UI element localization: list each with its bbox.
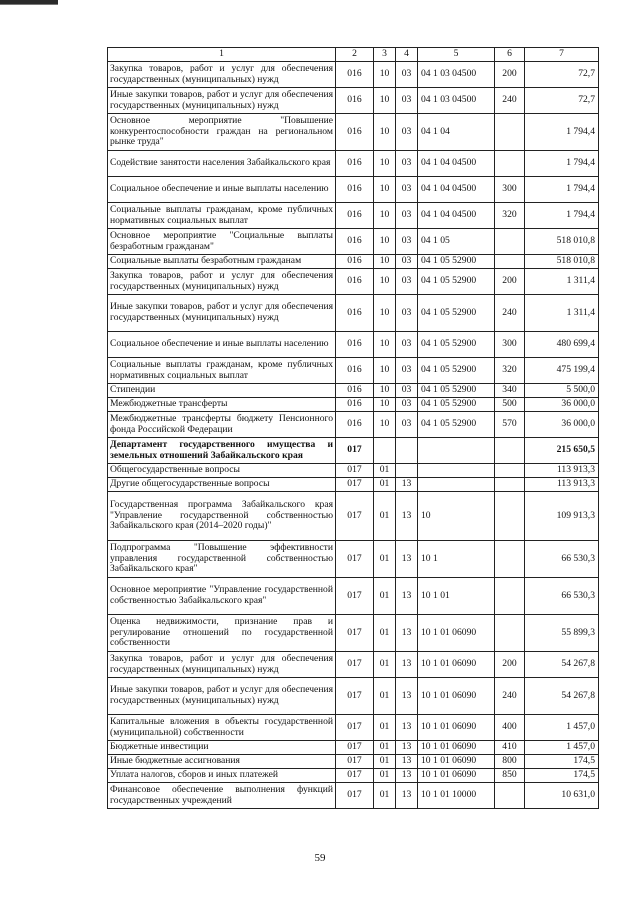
subsection-code-cell: 03 bbox=[396, 255, 418, 269]
table-row bbox=[108, 755, 599, 769]
subsection-code-cell: 13 bbox=[396, 769, 418, 783]
admin-code-cell: 017 bbox=[336, 769, 374, 783]
expense-type-cell bbox=[495, 464, 525, 478]
subsection-code-cell: 13 bbox=[396, 715, 418, 741]
table-row bbox=[108, 783, 599, 809]
amount-cell: 113 913,3 bbox=[525, 478, 599, 492]
header-cell-2: 2 bbox=[336, 48, 374, 62]
subsection-code-cell: 03 bbox=[396, 412, 418, 438]
table-row bbox=[108, 464, 599, 478]
row-name-cell: Иные закупки товаров, работ и услуг для обеспечения государственных (муниципальных) нужд bbox=[108, 88, 336, 114]
amount-cell: 1 794,4 bbox=[525, 114, 599, 151]
admin-code-cell: 017 bbox=[336, 741, 374, 755]
table-row bbox=[108, 715, 599, 741]
section-code-cell: 01 bbox=[374, 769, 396, 783]
table-row bbox=[108, 741, 599, 755]
admin-code-cell: 016 bbox=[336, 269, 374, 295]
expense-type-cell: 240 bbox=[495, 678, 525, 715]
section-code-cell: 01 bbox=[374, 678, 396, 715]
table-row bbox=[108, 578, 599, 615]
admin-code-cell: 016 bbox=[336, 151, 374, 177]
expense-type-cell bbox=[495, 438, 525, 464]
section-code-cell: 10 bbox=[374, 151, 396, 177]
subsection-code-cell: 03 bbox=[396, 398, 418, 412]
target-article-cell: 10 1 01 06090 bbox=[418, 741, 495, 755]
subsection-code-cell: 03 bbox=[396, 177, 418, 203]
table-row bbox=[108, 62, 599, 88]
row-name-cell: Финансовое обеспечение выполнения функций государственных учреждений bbox=[108, 783, 336, 809]
row-name-cell: Иные закупки товаров, работ и услуг для обеспечения государственных (муниципальных) нужд bbox=[108, 678, 336, 715]
subsection-code-cell: 03 bbox=[396, 151, 418, 177]
amount-cell: 518 010,8 bbox=[525, 229, 599, 255]
expense-type-cell: 570 bbox=[495, 412, 525, 438]
row-name-cell: Государственная программа Забайкальского края "Управление государственной собственностью Забайкальского края (2014–2020 годы)" bbox=[108, 492, 336, 541]
target-article-cell bbox=[418, 478, 495, 492]
expense-type-cell: 200 bbox=[495, 269, 525, 295]
table-row bbox=[108, 478, 599, 492]
table-row bbox=[108, 151, 599, 177]
subsection-code-cell: 03 bbox=[396, 295, 418, 332]
expense-type-cell: 300 bbox=[495, 177, 525, 203]
expense-type-cell bbox=[495, 255, 525, 269]
target-article-cell: 10 1 bbox=[418, 541, 495, 578]
table-row bbox=[108, 295, 599, 332]
target-article-cell: 04 1 05 52900 bbox=[418, 398, 495, 412]
section-code-cell: 10 bbox=[374, 229, 396, 255]
amount-cell: 480 699,4 bbox=[525, 332, 599, 358]
table-row bbox=[108, 332, 599, 358]
section-code-cell: 10 bbox=[374, 398, 396, 412]
row-name-cell: Закупка товаров, работ и услуг для обеспечения государственных (муниципальных) нужд bbox=[108, 62, 336, 88]
section-code-cell: 10 bbox=[374, 295, 396, 332]
expense-type-cell bbox=[495, 478, 525, 492]
target-article-cell: 04 1 05 52900 bbox=[418, 269, 495, 295]
amount-cell: 475 199,4 bbox=[525, 358, 599, 384]
subsection-code-cell: 13 bbox=[396, 652, 418, 678]
target-article-cell: 04 1 05 52900 bbox=[418, 332, 495, 358]
subsection-code-cell: 13 bbox=[396, 492, 418, 541]
target-article-cell bbox=[418, 464, 495, 478]
header-cell-5: 5 bbox=[418, 48, 495, 62]
table-row bbox=[108, 255, 599, 269]
expense-type-cell bbox=[495, 578, 525, 615]
table-row bbox=[108, 652, 599, 678]
section-code-cell: 01 bbox=[374, 652, 396, 678]
row-name-cell: Департамент государственного имущества и земельных отношений Забайкальского края bbox=[108, 438, 336, 464]
target-article-cell bbox=[418, 438, 495, 464]
table-row bbox=[108, 541, 599, 578]
subsection-code-cell: 13 bbox=[396, 478, 418, 492]
section-code-cell: 01 bbox=[374, 541, 396, 578]
admin-code-cell: 017 bbox=[336, 615, 374, 652]
admin-code-cell: 017 bbox=[336, 438, 374, 464]
section-code-cell: 10 bbox=[374, 177, 396, 203]
expense-type-cell: 850 bbox=[495, 769, 525, 783]
admin-code-cell: 017 bbox=[336, 492, 374, 541]
admin-code-cell: 017 bbox=[336, 478, 374, 492]
amount-cell: 518 010,8 bbox=[525, 255, 599, 269]
row-name-cell: Стипендии bbox=[108, 384, 336, 398]
admin-code-cell: 017 bbox=[336, 578, 374, 615]
section-code-cell: 10 bbox=[374, 88, 396, 114]
subsection-code-cell: 03 bbox=[396, 229, 418, 255]
admin-code-cell: 016 bbox=[336, 332, 374, 358]
page-number: 59 bbox=[314, 852, 326, 864]
expense-type-cell: 320 bbox=[495, 203, 525, 229]
target-article-cell: 10 bbox=[418, 492, 495, 541]
expense-type-cell: 240 bbox=[495, 295, 525, 332]
scan-edge-shadow bbox=[0, 4, 58, 5]
table-row bbox=[108, 492, 599, 541]
row-name-cell: Бюджетные инвестиции bbox=[108, 741, 336, 755]
table-row bbox=[108, 615, 599, 652]
section-code-cell: 10 bbox=[374, 412, 396, 438]
section-code-cell: 10 bbox=[374, 62, 396, 88]
amount-cell: 113 913,3 bbox=[525, 464, 599, 478]
target-article-cell: 04 1 05 52900 bbox=[418, 295, 495, 332]
admin-code-cell: 016 bbox=[336, 203, 374, 229]
subsection-code-cell: 13 bbox=[396, 741, 418, 755]
table-row bbox=[108, 203, 599, 229]
amount-cell: 54 267,8 bbox=[525, 652, 599, 678]
admin-code-cell: 017 bbox=[336, 755, 374, 769]
row-name-cell: Социальные выплаты гражданам, кроме публичных нормативных социальных выплат bbox=[108, 203, 336, 229]
row-name-cell: Уплата налогов, сборов и иных платежей bbox=[108, 769, 336, 783]
expense-type-cell: 500 bbox=[495, 398, 525, 412]
expense-type-cell: 200 bbox=[495, 62, 525, 88]
expense-type-cell bbox=[495, 615, 525, 652]
amount-cell: 66 530,3 bbox=[525, 578, 599, 615]
table-row bbox=[108, 398, 599, 412]
admin-code-cell: 017 bbox=[336, 464, 374, 478]
admin-code-cell: 016 bbox=[336, 412, 374, 438]
amount-cell: 1 794,4 bbox=[525, 177, 599, 203]
target-article-cell: 10 1 01 06090 bbox=[418, 755, 495, 769]
subsection-code-cell bbox=[396, 438, 418, 464]
row-name-cell: Межбюджетные трансферты bbox=[108, 398, 336, 412]
admin-code-cell: 017 bbox=[336, 652, 374, 678]
row-name-cell: Социальные выплаты безработным гражданам bbox=[108, 255, 336, 269]
amount-cell: 215 650,5 bbox=[525, 438, 599, 464]
section-code-cell: 10 bbox=[374, 114, 396, 151]
header-cell-4: 4 bbox=[396, 48, 418, 62]
amount-cell: 1 311,4 bbox=[525, 269, 599, 295]
expense-type-cell bbox=[495, 229, 525, 255]
subsection-code-cell: 03 bbox=[396, 203, 418, 229]
table-row bbox=[108, 358, 599, 384]
row-name-cell: Межбюджетные трансферты бюджету Пенсионного фонда Российской Федерации bbox=[108, 412, 336, 438]
header-cell-6: 6 bbox=[495, 48, 525, 62]
target-article-cell: 04 1 05 bbox=[418, 229, 495, 255]
admin-code-cell: 016 bbox=[336, 114, 374, 151]
expense-type-cell bbox=[495, 114, 525, 151]
section-code-cell: 10 bbox=[374, 255, 396, 269]
amount-cell: 36 000,0 bbox=[525, 398, 599, 412]
row-name-cell: Общегосударственные вопросы bbox=[108, 464, 336, 478]
target-article-cell: 04 1 04 04500 bbox=[418, 177, 495, 203]
amount-cell: 1 794,4 bbox=[525, 203, 599, 229]
expense-type-cell bbox=[495, 492, 525, 541]
target-article-cell: 04 1 05 52900 bbox=[418, 255, 495, 269]
expense-type-cell: 320 bbox=[495, 358, 525, 384]
target-article-cell: 04 1 04 04500 bbox=[418, 151, 495, 177]
admin-code-cell: 017 bbox=[336, 541, 374, 578]
table-row bbox=[108, 678, 599, 715]
header-cell-3: 3 bbox=[374, 48, 396, 62]
expense-type-cell bbox=[495, 151, 525, 177]
admin-code-cell: 016 bbox=[336, 229, 374, 255]
subsection-code-cell: 13 bbox=[396, 678, 418, 715]
section-code-cell: 10 bbox=[374, 203, 396, 229]
subsection-code-cell: 03 bbox=[396, 62, 418, 88]
target-article-cell: 04 1 04 bbox=[418, 114, 495, 151]
table-body bbox=[108, 48, 599, 809]
budget-table bbox=[107, 47, 599, 809]
header-cell-7: 7 bbox=[525, 48, 599, 62]
table-row bbox=[108, 438, 599, 464]
row-name-cell: Закупка товаров, работ и услуг для обеспечения государственных (муниципальных) нужд bbox=[108, 269, 336, 295]
table-row bbox=[108, 88, 599, 114]
expense-type-cell: 340 bbox=[495, 384, 525, 398]
admin-code-cell: 016 bbox=[336, 88, 374, 114]
target-article-cell: 10 1 01 06090 bbox=[418, 652, 495, 678]
target-article-cell: 10 1 01 06090 bbox=[418, 615, 495, 652]
subsection-code-cell: 13 bbox=[396, 615, 418, 652]
section-code-cell: 01 bbox=[374, 755, 396, 769]
expense-type-cell: 300 bbox=[495, 332, 525, 358]
row-name-cell: Основное мероприятие "Повышение конкурентоспособности граждан на региональном рынке труда" bbox=[108, 114, 336, 151]
table-row bbox=[108, 269, 599, 295]
subsection-code-cell: 13 bbox=[396, 578, 418, 615]
admin-code-cell: 016 bbox=[336, 358, 374, 384]
amount-cell: 1 311,4 bbox=[525, 295, 599, 332]
section-code-cell: 10 bbox=[374, 332, 396, 358]
admin-code-cell: 016 bbox=[336, 295, 374, 332]
amount-cell: 1 457,0 bbox=[525, 715, 599, 741]
section-code-cell: 01 bbox=[374, 741, 396, 755]
subsection-code-cell: 03 bbox=[396, 332, 418, 358]
section-code-cell bbox=[374, 438, 396, 464]
subsection-code-cell bbox=[396, 464, 418, 478]
section-code-cell: 01 bbox=[374, 478, 396, 492]
amount-cell: 109 913,3 bbox=[525, 492, 599, 541]
expense-type-cell: 800 bbox=[495, 755, 525, 769]
expense-type-cell: 240 bbox=[495, 88, 525, 114]
expense-type-cell bbox=[495, 541, 525, 578]
header-row bbox=[108, 48, 599, 62]
row-name-cell: Другие общегосударственные вопросы bbox=[108, 478, 336, 492]
target-article-cell: 04 1 03 04500 bbox=[418, 62, 495, 88]
section-code-cell: 10 bbox=[374, 269, 396, 295]
row-name-cell: Иные закупки товаров, работ и услуг для обеспечения государственных (муниципальных) нужд bbox=[108, 295, 336, 332]
admin-code-cell: 016 bbox=[336, 384, 374, 398]
admin-code-cell: 016 bbox=[336, 62, 374, 88]
subsection-code-cell: 03 bbox=[396, 88, 418, 114]
admin-code-cell: 017 bbox=[336, 715, 374, 741]
admin-code-cell: 017 bbox=[336, 678, 374, 715]
target-article-cell: 04 1 05 52900 bbox=[418, 358, 495, 384]
row-name-cell: Закупка товаров, работ и услуг для обеспечения государственных (муниципальных) нужд bbox=[108, 652, 336, 678]
target-article-cell: 10 1 01 06090 bbox=[418, 769, 495, 783]
amount-cell: 55 899,3 bbox=[525, 615, 599, 652]
target-article-cell: 04 1 04 04500 bbox=[418, 203, 495, 229]
section-code-cell: 01 bbox=[374, 578, 396, 615]
section-code-cell: 01 bbox=[374, 492, 396, 541]
target-article-cell: 04 1 05 52900 bbox=[418, 384, 495, 398]
target-article-cell: 10 1 01 06090 bbox=[418, 678, 495, 715]
expense-type-cell: 410 bbox=[495, 741, 525, 755]
section-code-cell: 10 bbox=[374, 384, 396, 398]
expense-type-cell: 400 bbox=[495, 715, 525, 741]
amount-cell: 72,7 bbox=[525, 62, 599, 88]
section-code-cell: 01 bbox=[374, 615, 396, 652]
target-article-cell: 10 1 01 06090 bbox=[418, 715, 495, 741]
expense-type-cell: 200 bbox=[495, 652, 525, 678]
row-name-cell: Социальные выплаты гражданам, кроме публичных нормативных социальных выплат bbox=[108, 358, 336, 384]
row-name-cell: Подпрограмма "Повышение эффективности управления государственной собственностью Забайкальского края" bbox=[108, 541, 336, 578]
table-row bbox=[108, 114, 599, 151]
row-name-cell: Оценка недвижимости, признание прав и регулирование отношений по государственной собственности bbox=[108, 615, 336, 652]
table-row bbox=[108, 412, 599, 438]
amount-cell: 54 267,8 bbox=[525, 678, 599, 715]
subsection-code-cell: 03 bbox=[396, 269, 418, 295]
admin-code-cell: 016 bbox=[336, 398, 374, 412]
subsection-code-cell: 13 bbox=[396, 783, 418, 809]
section-code-cell: 01 bbox=[374, 783, 396, 809]
table-row bbox=[108, 769, 599, 783]
target-article-cell: 10 1 01 bbox=[418, 578, 495, 615]
subsection-code-cell: 13 bbox=[396, 541, 418, 578]
amount-cell: 36 000,0 bbox=[525, 412, 599, 438]
row-name-cell: Содействие занятости населения Забайкальского края bbox=[108, 151, 336, 177]
amount-cell: 5 500,0 bbox=[525, 384, 599, 398]
target-article-cell: 04 1 05 52900 bbox=[418, 412, 495, 438]
section-code-cell: 01 bbox=[374, 715, 396, 741]
target-article-cell: 04 1 03 04500 bbox=[418, 88, 495, 114]
row-name-cell: Социальное обеспечение и иные выплаты населению bbox=[108, 332, 336, 358]
expense-type-cell bbox=[495, 783, 525, 809]
amount-cell: 1 457,0 bbox=[525, 741, 599, 755]
admin-code-cell: 016 bbox=[336, 255, 374, 269]
row-name-cell: Капитальные вложения в объекты государственной (муниципальной) собственности bbox=[108, 715, 336, 741]
subsection-code-cell: 03 bbox=[396, 114, 418, 151]
subsection-code-cell: 03 bbox=[396, 384, 418, 398]
table-row bbox=[108, 177, 599, 203]
table-row bbox=[108, 229, 599, 255]
row-name-cell: Основное мероприятие "Управление государственной собственностью Забайкальского края" bbox=[108, 578, 336, 615]
subsection-code-cell: 13 bbox=[396, 755, 418, 769]
amount-cell: 174,5 bbox=[525, 755, 599, 769]
amount-cell: 10 631,0 bbox=[525, 783, 599, 809]
amount-cell: 66 530,3 bbox=[525, 541, 599, 578]
header-cell-1: 1 bbox=[108, 48, 336, 62]
amount-cell: 174,5 bbox=[525, 769, 599, 783]
section-code-cell: 10 bbox=[374, 358, 396, 384]
section-code-cell: 01 bbox=[374, 464, 396, 478]
subsection-code-cell: 03 bbox=[396, 358, 418, 384]
row-name-cell: Основное мероприятие "Социальные выплаты безработным гражданам" bbox=[108, 229, 336, 255]
admin-code-cell: 016 bbox=[336, 177, 374, 203]
row-name-cell: Иные бюджетные ассигнования bbox=[108, 755, 336, 769]
amount-cell: 1 794,4 bbox=[525, 151, 599, 177]
amount-cell: 72,7 bbox=[525, 88, 599, 114]
target-article-cell: 10 1 01 10000 bbox=[418, 783, 495, 809]
row-name-cell: Социальное обеспечение и иные выплаты населению bbox=[108, 177, 336, 203]
admin-code-cell: 017 bbox=[336, 783, 374, 809]
table-row bbox=[108, 384, 599, 398]
